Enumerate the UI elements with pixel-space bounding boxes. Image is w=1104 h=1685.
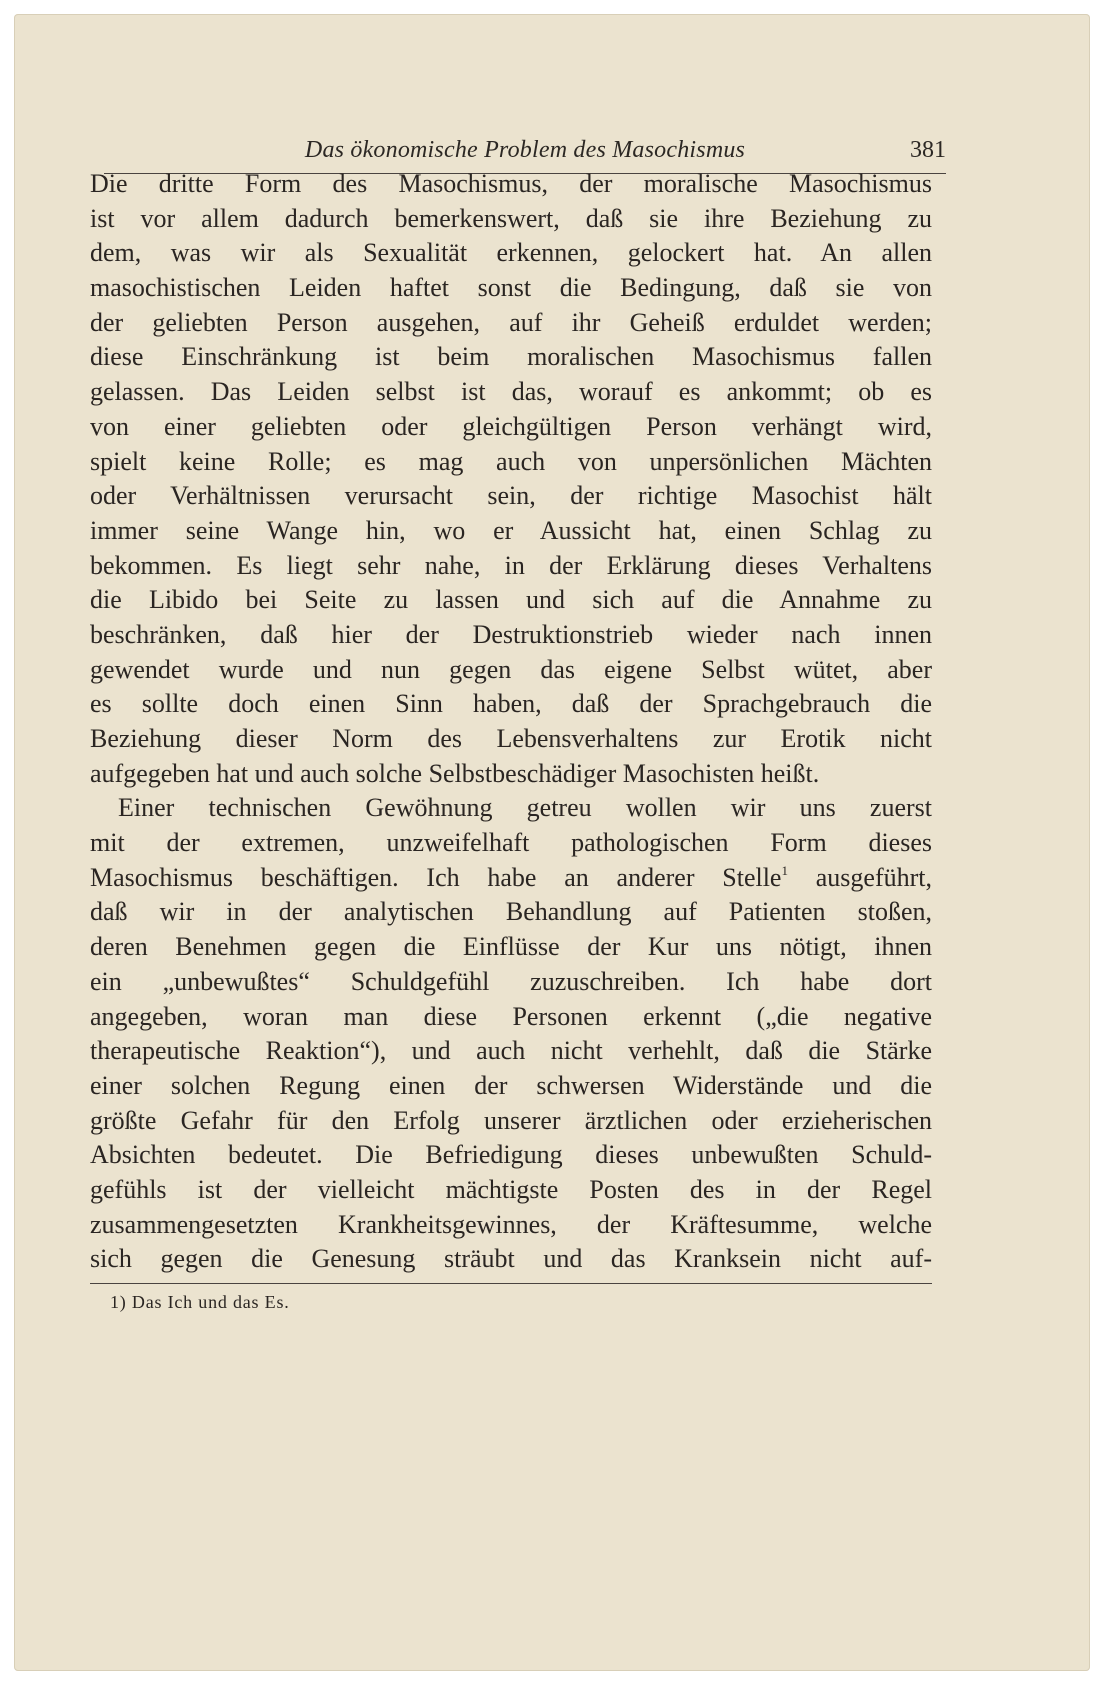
text-line: sich gegen die Genesung sträubt und das Kranksein nicht auf- <box>90 1244 932 1274</box>
text-line: gewendet wurde und nun gegen das eigene Selbst wütet, aber <box>90 654 932 684</box>
text-line: Beziehung dieser Norm des Lebensverhaltens zur Erotik nicht <box>90 724 932 753</box>
text-line: therapeutische Reaktion“), und auch nicht verhehlt, daß die Stärke <box>90 1036 932 1066</box>
page-number: 381 <box>910 137 946 163</box>
text-line: beschränken, daß hier der Destruktionstrieb wieder nach innen <box>90 619 932 649</box>
text-line: es sollte doch einen Sinn haben, daß der Sprachgebrauch die <box>90 689 932 719</box>
text-line: einer solchen Regung einen der schwersen Widerstände und die <box>90 1070 932 1100</box>
running-title: Das ökonomische Problem des Masochismus <box>304 137 746 163</box>
footnote-divider <box>90 1283 932 1284</box>
footnote-reference[interactable]: 1 <box>781 862 788 878</box>
text-line: dem, was wir als Sexualität erkennen, gelockert hat. An allen <box>90 238 932 268</box>
text-line: gefühls ist der vielleicht mächtigste Posten des in der Regel <box>90 1174 932 1204</box>
text-line: mit der extremen, unzweifelhaft pathologischen Form dieses <box>90 828 932 858</box>
text-line: zusammengesetzten Krankheitsgewinnes, der Kräftesumme, welche <box>90 1209 932 1239</box>
text-line: Absichten bedeutet. Die Befriedigung dieses unbewußten Schuld- <box>90 1140 932 1170</box>
text-line-paragraph-start: Einer technischen Gewöhnung getreu wollen wir uns zuerst <box>118 793 932 823</box>
text-line: deren Benehmen gegen die Einflüsse der Kur uns nötigt, ihnen <box>90 932 932 962</box>
text-line: daß wir in der analytischen Behandlung auf Patienten stoßen, <box>90 897 932 927</box>
footnote: 1) Das Ich und das Es. <box>110 1292 290 1312</box>
text-line: Die dritte Form des Masochismus, der moralische Masochismus <box>90 169 932 198</box>
text-line: bekommen. Es liegt sehr nahe, in der Erklärung dieses Verhaltens <box>90 550 932 580</box>
text-line: diese Einschränkung ist beim moralischen Masochismus fallen <box>90 342 932 372</box>
text-line-head: Masochismus beschäftigen. Ich habe an anderer Stelle <box>90 862 782 892</box>
text-line: von einer geliebten oder gleichgültigen Person verhängt wird, <box>90 411 932 441</box>
text-line-with-footnote <box>90 861 932 896</box>
text-line: ist vor allem dadurch bemerkenswert, daß sie ihre Beziehung zu <box>90 203 932 233</box>
text-line: angegeben, woran man diese Personen erkennt („die negative <box>90 1001 932 1031</box>
text-line: oder Verhältnissen verursacht sein, der richtige Masochist hält <box>90 481 932 511</box>
text-line: ein „unbewußtes“ Schuldgefühl zuzuschreiben. Ich habe dort <box>90 966 932 996</box>
text-line: der geliebten Person ausgehen, auf ihr Geheiß erduldet werden; <box>90 307 932 337</box>
text-line: masochistischen Leiden haftet sonst die Bedingung, daß sie von <box>90 273 932 303</box>
body-text <box>90 167 932 1277</box>
text-line: immer seine Wange hin, wo er Aussicht hat, einen Schlag zu <box>90 515 932 545</box>
text-line: gelassen. Das Leiden selbst ist das, worauf es ankommt; ob es <box>90 377 932 407</box>
text-line-paragraph-end: aufgegeben hat und auch solche Selbstbeschädiger Masochisten heißt. <box>90 758 820 788</box>
text-line: größte Gefahr für den Erfolg unserer ärztlichen oder erzieherischen <box>90 1105 932 1135</box>
text-line-tail: ausgeführt, <box>787 862 932 892</box>
text-line: die Libido bei Seite zu lassen und sich auf die Annahme zu <box>90 585 932 615</box>
text-line: spielt keine Rolle; es mag auch von unpersönlichen Mächten <box>90 446 932 476</box>
